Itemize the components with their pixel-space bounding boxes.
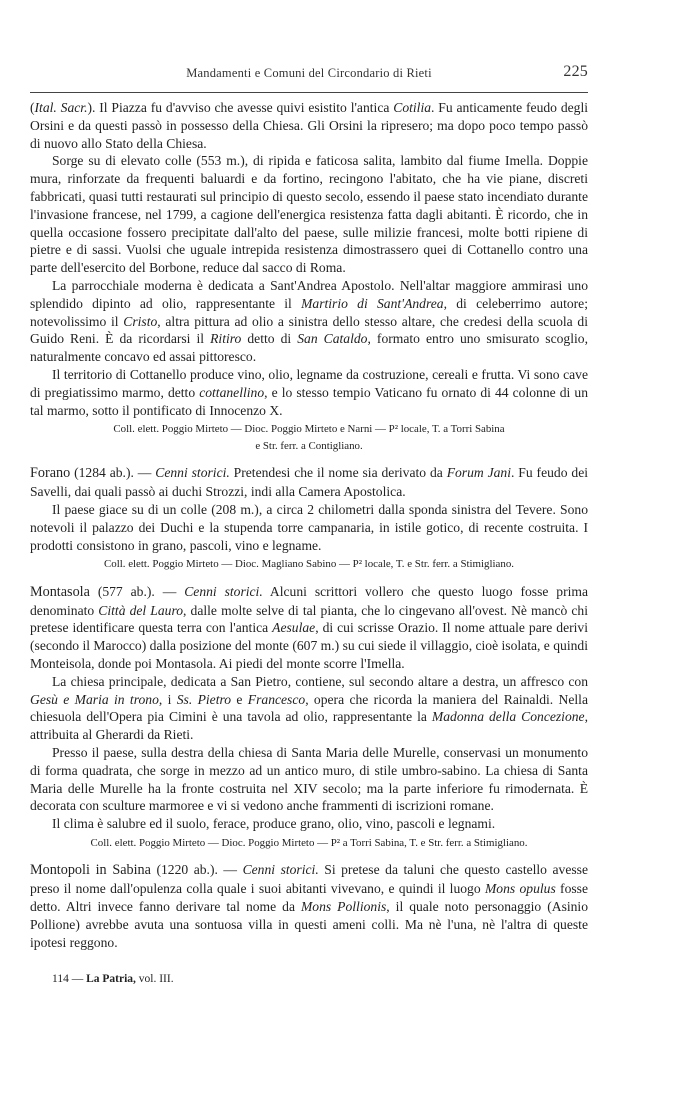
text-span: La chiesa principale, dedicata a San Pietro, contiene, sul secondo altare a destra, un affresco con [52,673,588,689]
text-span: detto di [241,331,298,347]
page-number: 225 [563,63,588,80]
text-span: Alcuni scrittori vollero che questo luogo fosse prima denominato [30,583,589,618]
italic-span: Mons Pollionis [300,899,387,915]
population: (1220 ab.). — [150,862,243,878]
text-span: , dalle molte selve di tal pianta, che lo cingevano all'ovest. Nè mancò chi pretese identificare questa terra con l'antica [30,602,589,636]
forano-collegio-note: Coll. elett. Poggio Mirteto — Dioc. Magliano Sabino — P² locale, T. e Str. ferr. a Stimigliano. [103,558,514,571]
italic-span: Mons opulus [484,881,556,897]
footer-volume: vol. III. [135,973,174,986]
text-span: , formato entro uno smisurato scoglio, naturalmente concavo ed assai pittoresco. [30,331,588,365]
montasola-paragraph-4: Il clima è salubre ed il suolo, ferace, produce grano, olio, vino, pascoli e legnami. [52,816,496,832]
italic-span: Città del Lauro [98,602,184,618]
collegio-line: e Str. ferr. a Contigliano. [255,439,363,452]
montasola-paragraph-2 [30,673,588,744]
text-span: Il territorio di Cottanello produce vino, olio, legname da costruzione, cereali e frutta. Vi sono cave di pregiatissimo marmo, detto [30,366,588,400]
header-rule [30,92,588,93]
cottanello-paragraph-3 [30,277,588,366]
section-label: Cenni storici. [155,465,230,481]
italic-span: Ital. Sacr. [34,100,88,115]
italic-span: Cristo [123,313,158,329]
cottanello-paragraph-1 [30,99,588,152]
text-span: ( [30,100,35,115]
running-head [30,58,588,86]
footer-signature: 114 — [52,973,87,986]
italic-span: San Cataldo [297,331,368,347]
italic-span: Madonna della Concezione [431,709,585,725]
cottanello-collegio-note [30,421,588,454]
text-span: La parrocchiale moderna è dedicata a Sant'Andrea Apostolo. Nell'altar maggiore ammirasi uno splendido dipinto ad olio, rappresentante il [30,277,588,311]
montasola-collegio-note: Coll. elett. Poggio Mirteto — Dioc. Poggio Mirteto — P² a Torri Sabina, T. e Str. ferr. a Stimigliano. [90,836,528,849]
text-span: , di cui scrisse Orazio. Il nome attuale pare derivi (secondo il Marocco) dalla posizione del monte (607 m.) su cui siede il villaggio, cioè isolata, e quindi Monteisola, donde poi Montasola. Ai piedi del monte scorre l'Imella. [30,620,588,672]
entry-name: Montopoli in Sabina [30,862,151,879]
cottanello-paragraph-2: Sorge su di elevato colle (553 m.), di ripida e faticosa salita, lambito dal fiume Imella. Doppie mura, rinforzate da frequenti baluardi e da fortino, recingono l'abitato, che ha vie piane, discreti fabbricati, quasi tutti restaurati sul principio di questo secolo, essendo il paese stato incendiato durante l'invasione francese, nel 1799, a cagione dell'energica resistenza fatta dagli abitanti. È ricordo, che in quella occasione fossero precipitate dall'alto del paese, sulle milizie francesi, molte botti ripiene di pietre e di sassi. Vuolsi che uguale intrepida resistenza dimostrassero quei di Cottanello contro una parte dell'esercito del Borbone, reduce dal sacco di Roma. [30,153,588,276]
italic-span: Ritiro [210,331,242,347]
population: (577 ab.). — [89,583,185,599]
text-span: e [231,691,248,707]
footer-journal-title: La Patria, [86,973,136,986]
italic-span: Martirio di Sant'Andrea [301,295,444,311]
section-label: Cenni storici. [184,583,263,599]
italic-span: Ss. Pietro [176,691,232,707]
running-head-title: Mandamenti e Comuni del Circondario di Rieti [186,66,432,80]
population: (1284 ab.). — [70,465,156,481]
forano-entry [30,464,588,501]
section-label: Cenni storici. [242,862,319,878]
text-span: , opera che ricorda la maniera del Rainaldi. Nella chiesuola dell'Opera pia Cimini è una tavola ad olio, rappresentante la [30,691,588,725]
entry-name: Forano [30,465,71,482]
cottanello-paragraph-4 [30,366,588,419]
text-span: , i [158,691,177,707]
text-span: , altra pittura ad olio a sinistra dello stesso altare, che credesi della scuola di Guido Reni. È da ricordarsi il [30,313,588,347]
book-page [30,58,588,985]
text-span: fosse detto. Altri invece fanno derivare tal nome da [30,881,588,915]
text-span: Pretendesi che il nome sia derivato da [229,465,447,481]
collegio-line: Coll. elett. Poggio Mirteto — Dioc. Poggio Mirteto e Narni — P² locale, T. a Torri Sabina [113,423,505,436]
italic-span: Cotilia [393,100,432,115]
italic-span: Gesù e Maria in trono [30,691,159,707]
text-span: , il quale noto personaggio (Asinio Pollione) avrebbe avuta una sontuosa villa in questi ameni colli. Ma nè l'una, nè l'altra di queste ipotesi reggono. [30,899,589,950]
text-span: . Fu feudo dei Savelli, dai quali passò ai duchi Strozzi, indi alla Camera Apostolica. [30,465,589,500]
montasola-entry [30,583,588,673]
page-footer [30,973,588,985]
text-span: ). Il Piazza fu d'avviso che avesse quivi esistito l'antica [87,100,394,115]
text-span: , attribuita al Gherardi da Rieti. [30,709,588,743]
text-span: . Fu anticamente feudo degli Orsini e da questi passò in possesso della Chiesa. Gli Orsini la ripresero; ma dopo poco tempo passò di nuovo allo Stato della Chiesa. [30,100,588,151]
italic-span: Aesulae [272,620,316,636]
italic-span: Forum Jani [446,465,511,481]
italic-span: Francesco [247,691,306,707]
text-span: Si pretese da taluni che questo castello avesse preso il nome dall'opulenza colla quale i suoi abitanti vivevano, e quindi il luogo [30,862,588,897]
text-span: , e lo stesso tempio Vaticano fu ornato di 44 colonne di un tal marmo, sotto il pontificato di Innocenzo X. [30,384,588,418]
montasola-paragraph-3: Presso il paese, sulla destra della chiesa di Santa Maria delle Murelle, conservasi un monumento di forma quadrata, che sorge in mezzo ad un antico muro, di stile umbro-sabino. La chiesa di Santa Maria delle Murelle ha la fronte costruita nel XIV secolo; ma la parte inferiore fu rimodernata. È decorata con sculture marmoree e vi si vedono anche frammenti di iscrizioni romane. [30,745,588,814]
entry-name: Montasola [30,583,90,600]
montopoli-entry [30,861,588,951]
forano-paragraph-2: Il paese giace su di un colle (208 m.), a circa 2 chilometri dalla sponda sinistra del Tevere. Sono notevoli il palazzo dei Duchi e la stupenda torre campanaria, in istile gotico, di recente costruita. I prodotti consistono in grano, pascoli, vino e legname. [30,501,588,553]
text-span: , di celeberrimo autore; notevolissimo il [30,295,588,329]
italic-span: cottanellino [199,384,265,400]
